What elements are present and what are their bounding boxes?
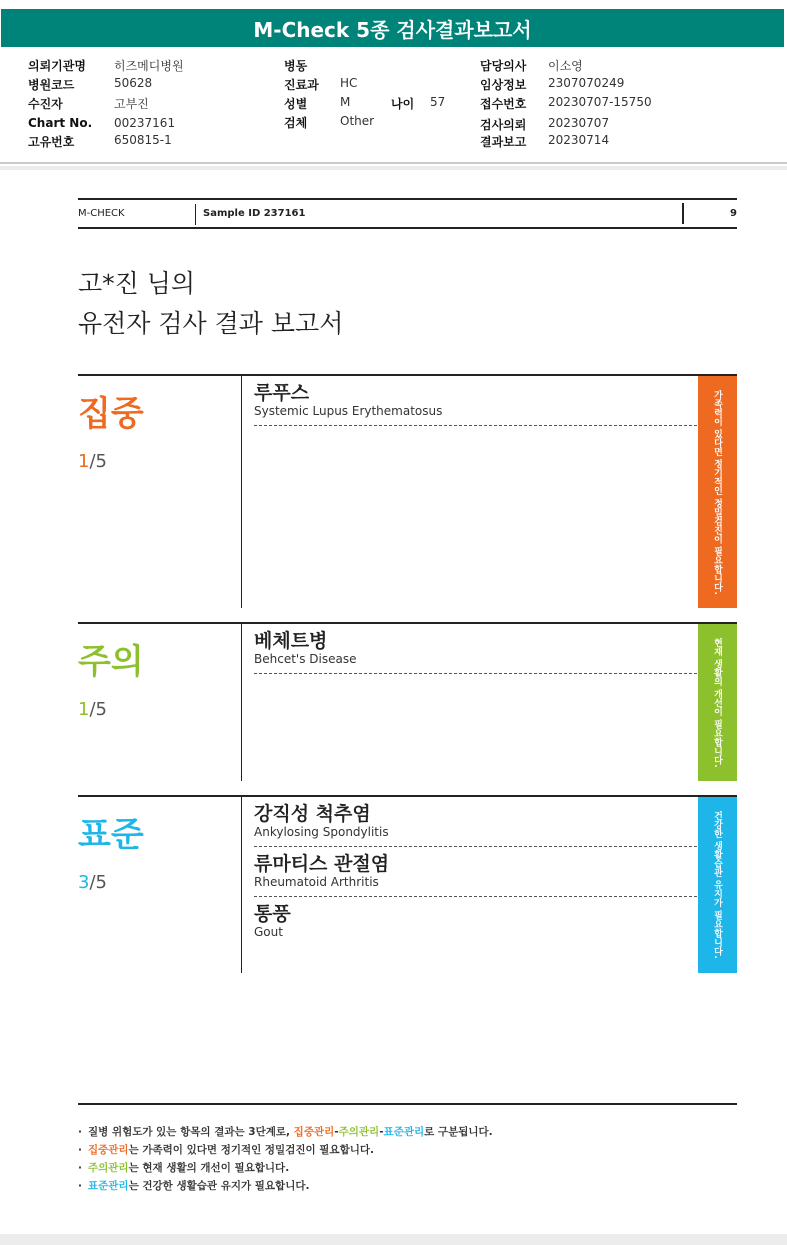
level-side-bar [698, 624, 737, 781]
section-caution [78, 622, 737, 781]
disease-list [254, 624, 697, 674]
request-date-label: 검사의뢰 [480, 118, 527, 132]
note-text: 로 구분됩니다. [424, 1126, 493, 1138]
disease-name-kr: 통풍 [254, 903, 291, 925]
level-count-total: /5 [89, 699, 107, 720]
level-count [78, 872, 107, 893]
note-item [78, 1177, 493, 1195]
note-text: 는 건강한 생활습관 유지가 필요합니다. [128, 1180, 310, 1192]
section-critical [78, 374, 737, 608]
divider [241, 797, 242, 973]
note-dash: - [334, 1126, 339, 1138]
level-count-total: /5 [89, 872, 107, 893]
disease-item [254, 847, 697, 897]
disease-item [254, 376, 697, 426]
note-caution-tag: 주의관리 [338, 1126, 380, 1138]
section-divider [0, 166, 787, 170]
level-side-bar [698, 376, 737, 608]
level-side-text: 현재 생활의 개선이 필요합니다. [712, 637, 722, 768]
note-critical-tag: 집중관리 [88, 1144, 129, 1156]
note-item [78, 1141, 493, 1159]
level-count [78, 699, 107, 720]
department-value: HC [340, 76, 358, 90]
bullet-icon: · [78, 1162, 82, 1174]
disease-name-en: Rheumatoid Arthritis [254, 875, 379, 889]
disease-item [254, 797, 697, 847]
page-number: 9 [730, 208, 737, 219]
bullet-icon: · [78, 1180, 82, 1192]
level-count-num: 1 [78, 699, 90, 720]
hospital-value: 히즈메디병원 [114, 59, 184, 73]
patient-label: 수진자 [28, 97, 63, 111]
section-standard [78, 795, 737, 973]
clinical-info-value: 2307070249 [548, 76, 625, 90]
level-side-text: 건강한 생활습관 유지가 필요합니다. [712, 811, 722, 959]
hospital-code-label: 병원코드 [28, 78, 75, 92]
disease-list [254, 376, 697, 426]
hospital-label: 의뢰기관명 [28, 59, 86, 73]
level-count-total: /5 [89, 451, 107, 472]
note-standard-tag: 표준관리 [383, 1126, 425, 1138]
note-caution-tag: 주의관리 [88, 1162, 129, 1174]
page-bar [78, 198, 737, 229]
report-title [78, 264, 343, 344]
bullet-icon: · [78, 1144, 82, 1156]
report-title-line2: 유전자 검사 결과 보고서 [78, 309, 344, 338]
divider [195, 204, 196, 225]
disease-name-en: Behcet's Disease [254, 652, 357, 666]
divider [682, 203, 684, 224]
disease-name-kr: 류마티스 관절염 [254, 853, 390, 875]
divider [241, 376, 242, 608]
doctor-label: 담당의사 [480, 59, 527, 73]
patient-info-panel [0, 47, 787, 164]
disease-name-en: Ankylosing Spondylitis [254, 825, 389, 839]
receipt-no-value: 20230707-15750 [548, 95, 652, 109]
note-text: 는 현재 생활의 개선이 필요합니다. [128, 1162, 290, 1174]
report-date-label: 결과보고 [480, 135, 527, 149]
disease-item [254, 624, 697, 674]
disease-name-en: Systemic Lupus Erythematosus [254, 404, 443, 418]
sample-id: Sample ID 237161 [203, 208, 306, 219]
request-date-value: 20230707 [548, 116, 610, 130]
age-value: 57 [430, 95, 446, 109]
disease-list [254, 797, 697, 947]
department-label: 진료과 [284, 78, 319, 92]
bullet-icon: · [78, 1126, 82, 1138]
report-date-value: 20230714 [548, 133, 610, 147]
note-text: 질병 위험도가 있는 항목의 결과는 3단계로, [88, 1126, 294, 1138]
page-footer-gap [0, 1234, 787, 1245]
receipt-no-label: 접수번호 [480, 97, 527, 111]
clinical-info-label: 임상정보 [480, 78, 527, 92]
level-side-bar [698, 797, 737, 973]
chart-no-label: Chart No. [28, 116, 93, 130]
unique-id-label: 고유번호 [28, 135, 75, 149]
disease-name-kr: 베체트병 [254, 630, 328, 652]
disease-name-kr: 강직성 척추염 [254, 803, 371, 825]
chart-no-value: 00237161 [114, 116, 176, 130]
note-item [78, 1123, 493, 1141]
hospital-code-value: 50628 [114, 76, 153, 90]
level-title: 표준 [78, 815, 144, 855]
specimen-label: 검체 [284, 116, 308, 130]
note-critical-tag: 집중관리 [293, 1126, 335, 1138]
report-header-banner [1, 9, 784, 47]
brand-label: M-CHECK [78, 208, 125, 219]
notes-list [78, 1123, 493, 1195]
note-item [78, 1159, 493, 1177]
level-count-num: 3 [78, 872, 90, 893]
sex-label: 성별 [284, 97, 308, 111]
note-standard-tag: 표준관리 [88, 1180, 129, 1192]
disease-name-kr: 루푸스 [254, 382, 310, 404]
notes-divider [78, 1103, 737, 1105]
level-title: 주의 [78, 642, 144, 682]
age-label: 나이 [391, 97, 415, 111]
level-side-text: 가족력이 있다면 정기적인 정밀검진이 필요합니다. [712, 389, 722, 595]
level-count-num: 1 [78, 451, 90, 472]
sex-value: M [340, 95, 351, 109]
disease-name-en: Gout [254, 925, 283, 939]
level-count [78, 451, 107, 472]
note-text: 는 가족력이 있다면 정기적인 정밀검진이 필요합니다. [128, 1144, 374, 1156]
divider [241, 624, 242, 781]
disease-item [254, 897, 697, 947]
level-title: 집중 [78, 394, 144, 434]
ward-label: 병동 [284, 59, 308, 73]
patient-value: 고부진 [114, 97, 149, 111]
doctor-value: 이소영 [548, 59, 583, 73]
specimen-value: Other [340, 114, 375, 128]
report-title-line1: 고*진 님의 [78, 269, 196, 298]
unique-id-value: 650815-1 [114, 133, 172, 147]
note-dash: - [379, 1126, 384, 1138]
report-header-title: M-Check 5종 검사결과보고서 [253, 17, 532, 42]
